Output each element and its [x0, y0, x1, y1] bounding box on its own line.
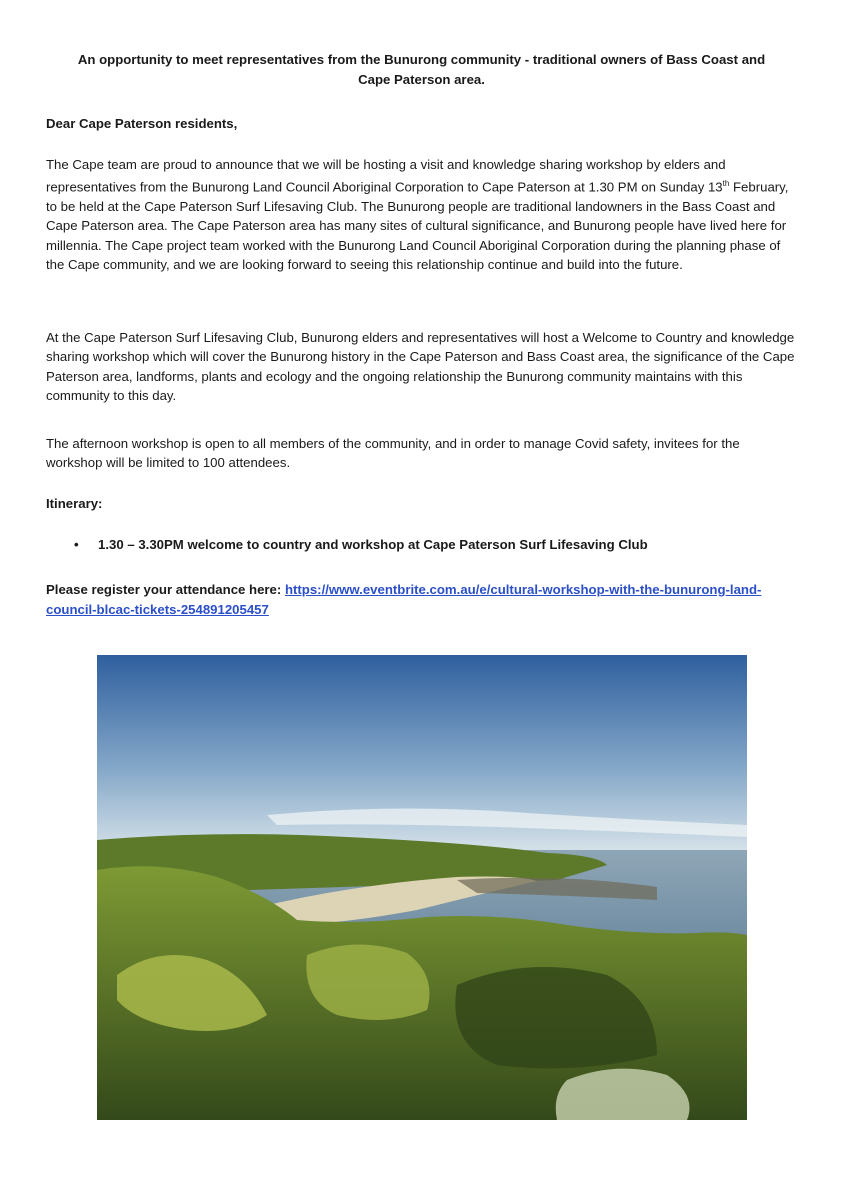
sky	[97, 655, 747, 865]
itinerary-item-text: 1.30 – 3.30PM welcome to country and workshop at Cape Paterson Surf Lifesaving Club	[98, 537, 648, 552]
eventbrite-link[interactable]: https://www.eventbrite.com.au/e/cultural-workshop-with-the-bunurong-land-council-blcac-tickets-254891205457	[46, 582, 762, 617]
document-heading: An opportunity to meet representatives from the Bunurong community - traditional owners of Bass Coast and Cape Paterson area.	[77, 52, 766, 87]
bullet-icon: •	[74, 537, 79, 552]
salutation: Dear Cape Paterson residents,	[46, 116, 238, 131]
paragraph-attendance: The afternoon workshop is open to all members of the community, and in order to manage Covid safety, invitees for the workshop will be limited to 100 attendees.	[46, 436, 740, 471]
paragraph-workshop: At the Cape Paterson Surf Lifesaving Club, Bunurong elders and representatives will host a Welcome to Country and knowledge sharing workshop which will cover the Bunurong history in the Cape Paterson and Bass Coast area, the significance of the Cape Paterson area, landforms, plants and ecology and the ongoing relationship the Bunurong community maintains with this community to this day.	[46, 330, 795, 403]
paragraph-announcement-start: The Cape team are proud to announce that we will be hosting a visit and knowledge sharing workshop by elders and representatives from the Bunurong Land Council Aboriginal Corporation to Cape Paterson at 1.30 PM on Sunday 13	[46, 157, 726, 195]
paragraph-announcement-end: February, to be held at the Cape Paterson Surf Lifesaving Club. The Bunurong people are traditional landowners in the Bass Coast and Cape Paterson area. The Cape Paterson area has many sites of cultural significance, and Bunurong people have lived here for millennia. The Cape project team worked with the Bunurong Land Council Aboriginal Corporation during the planning phase of the Cape community, and we are looking forward to seeing this relationship continue and build into the future.	[46, 179, 789, 272]
coastline-photo	[97, 655, 747, 1120]
itinerary-label: Itinerary:	[46, 496, 103, 511]
paragraph-announcement	[46, 155, 798, 274]
date-ordinal-suffix: th	[722, 179, 730, 189]
register-label: Please register your attendance here:	[46, 582, 282, 597]
itinerary-item	[74, 537, 648, 552]
register-line	[46, 580, 806, 620]
